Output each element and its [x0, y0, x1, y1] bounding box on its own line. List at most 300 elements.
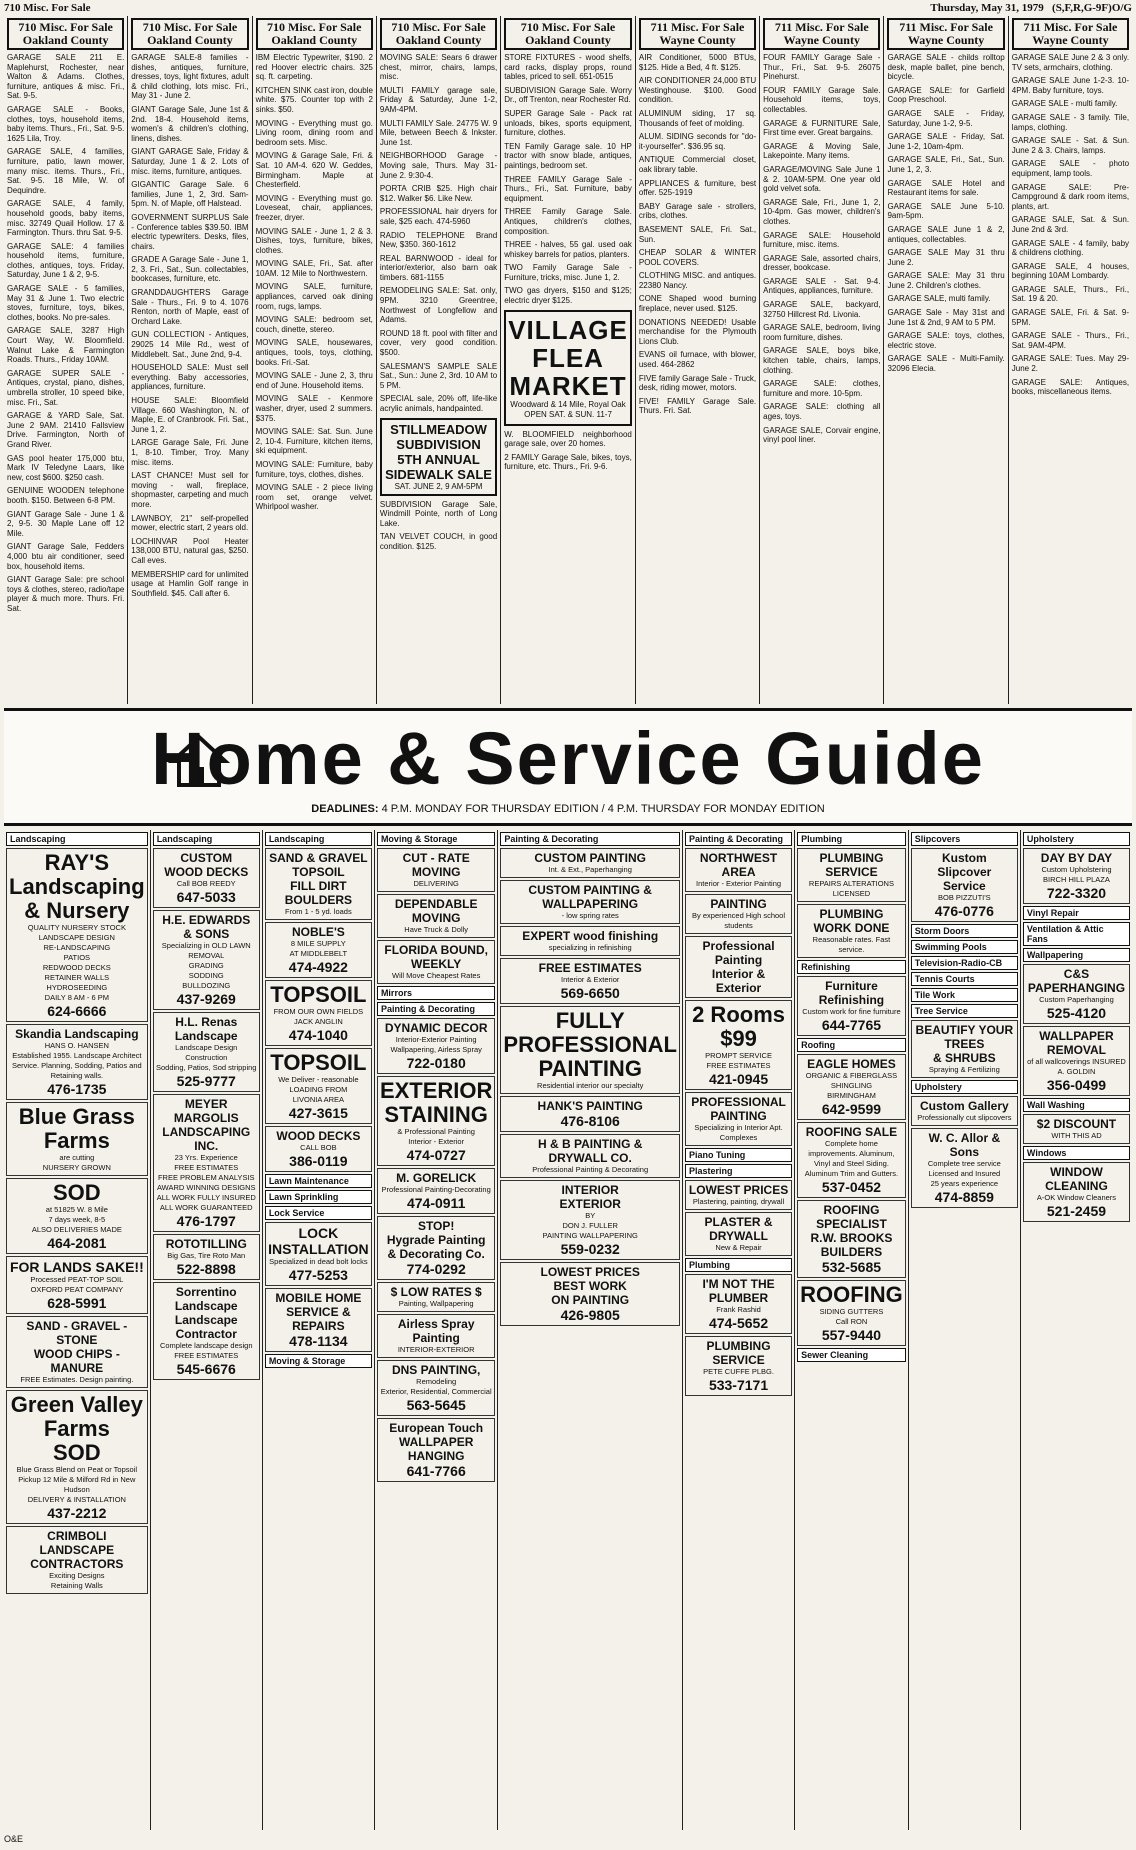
- column-heading: 711 Misc. For Sale Wayne County: [639, 18, 756, 50]
- listing-name: European Touch: [389, 1421, 484, 1435]
- classified-ads-section: [4, 16, 1132, 704]
- business-listing: [6, 1024, 148, 1100]
- listing-name: PLUMBING SERVICE: [706, 1339, 771, 1367]
- listing-detail: Established 1955. Landscape Architect Service. Planning, Sodding, Patios and Retaining walls.: [12, 1051, 142, 1080]
- business-listing: [1023, 1026, 1130, 1096]
- listing-detail: PAINTING WALLPAPERING: [542, 1231, 638, 1240]
- listing-name: EXPERT wood finishing: [522, 929, 659, 943]
- listing-detail: ORGANIC & FIBERGLASS SHINGLING: [805, 1071, 898, 1090]
- business-listing: [377, 1018, 495, 1074]
- classified-ad: GARAGE SALE, boys bike, kitchen table, chairs, lamps, clothing.: [763, 346, 881, 375]
- listing-phone: 476-8106: [560, 1113, 620, 1129]
- listing-detail: Int. & Ext., Paperhanging: [548, 865, 632, 874]
- directory-column: [682, 830, 794, 1830]
- business-listing: [797, 1280, 906, 1346]
- business-listing: [685, 848, 792, 892]
- listing-phone: 476-1735: [47, 1081, 107, 1097]
- listing-phone: 474-1040: [288, 1027, 348, 1043]
- category-heading: Wallpapering: [1023, 948, 1130, 962]
- listing-detail: of all wallcoverings INSURED: [1027, 1057, 1126, 1066]
- classified-column: [252, 16, 376, 704]
- classified-ad: GARAGE SALE Hotel and Restaurant items for sale.: [887, 178, 1005, 198]
- classified-ad: STORE FIXTURES - wood shelfs, card racks, display props, round tables, priced to sell. 651-0515: [504, 53, 632, 82]
- listing-name: FILL DIRT: [290, 879, 347, 893]
- listing-phone: 525-4120: [1046, 1005, 1107, 1021]
- business-listing: [6, 1316, 148, 1388]
- listing-detail: NURSERY GROWN: [42, 1163, 111, 1172]
- listing-name: Custom Gallery: [919, 1099, 1009, 1113]
- category-heading: Slipcovers: [911, 832, 1018, 846]
- classified-ad: TEN Family Garage sale. 10 HP tractor with snow blade, antiques, paintings, bedroom set.: [504, 141, 632, 170]
- category-heading: Storm Doors: [911, 924, 1018, 938]
- listing-name: SAND - GRAVEL - STONE: [26, 1319, 128, 1347]
- classified-ad: GARAGE SALE - Books, clothes, toys, household items, baby items. Thurs., Fri., Sat. 9-5. 1625 Lila, Troy.: [7, 104, 125, 143]
- listing-detail: BY: [585, 1211, 596, 1220]
- listing-name: DNS PAINTING,: [391, 1363, 481, 1377]
- classified-ad: SALESMAN'S SAMPLE SALE Sat., Sun.: June 2, 3rd. 10 AM to 5 PM.: [379, 361, 498, 390]
- business-listing: [377, 1418, 495, 1482]
- category-heading: Wall Washing: [1023, 1098, 1130, 1112]
- category-heading: Lawn Maintenance: [265, 1174, 372, 1188]
- classified-ad: BABY Garage sale - strollers, cribs, clothes.: [638, 201, 757, 221]
- business-listing: [6, 1526, 148, 1594]
- listing-name: & SONS: [183, 927, 230, 941]
- classified-ad: SUPER Garage Sale - Pack rat unloads, bikes, sports equipment, furniture, clothes.: [504, 108, 632, 138]
- listing-name: MEYER: [184, 1097, 228, 1111]
- listing-detail: By experienced High school students: [692, 911, 786, 930]
- classified-ad: GARAGE Sale, Fri., June 1, 2, 10-4pm. Gas mower, children's clothes.: [763, 197, 881, 226]
- listing-name: PROFESSIONAL PAINTING: [691, 1095, 786, 1123]
- classified-ad: GARAGE SALE - Thurs., Fri., Sat. 9AM-4PM.: [1011, 331, 1130, 350]
- listing-phone: 557-9440: [821, 1327, 882, 1343]
- directory-column: [374, 830, 497, 1830]
- classified-ad: GARAGE SALE, 4 family, household goods, baby items, misc. 32749 Quail Hollow. 17 & Farmington. Thurs. thru Sat. 9-5.: [7, 199, 125, 238]
- flea-market-detail: OPEN SAT. & SUN. 11-7: [524, 409, 612, 419]
- directory-column: [1020, 830, 1132, 1830]
- category-heading: Mirrors: [377, 986, 495, 1000]
- listing-name: WALLPAPER HANGING: [398, 1435, 474, 1463]
- business-listing: [377, 1282, 495, 1312]
- business-listing: [500, 1134, 680, 1178]
- listing-detail: Will Move Cheapest Rates: [391, 971, 481, 980]
- listing-detail: Reasonable rates. Fast service.: [812, 935, 891, 954]
- listing-detail: Interior - Exterior: [408, 1137, 465, 1146]
- listing-phone: 477-5253: [288, 1267, 348, 1283]
- business-listing: [153, 1012, 260, 1092]
- classified-ad: MOVING SALE, housewares, antiques, tools, toys, clothing, books. Fri.-Sat.: [255, 338, 373, 367]
- business-listing: [500, 1180, 680, 1260]
- listing-detail: GRADING: [188, 961, 224, 970]
- classified-ad: LAST CHANCE! Must sell for moving - wall, fireplace, shopmaster, carpeting and much more.: [131, 471, 249, 509]
- classified-ad: GARAGE SALE: May 31 thru June 2. Children's clothes.: [887, 271, 1005, 290]
- listing-name: STOP!: [417, 1219, 455, 1233]
- listing-phone: 474-0727: [406, 1147, 466, 1163]
- business-listing: [265, 848, 372, 920]
- classified-ad: MEMBERSHIP card for unlimited usage at Hamlin Golf range in Southfield. $45. Call after 6.: [131, 569, 249, 598]
- classified-ad: MOVING SALE, Fri., Sat. after 10AM. 12 Mile to Northwestern.: [255, 259, 373, 278]
- listing-name: 2 Rooms $99: [692, 1002, 785, 1051]
- column-heading: 710 Misc. For Sale Oakland County: [131, 18, 248, 50]
- column-heading: 711 Misc. For Sale Wayne County: [1012, 18, 1129, 50]
- listing-detail: & Professional Painting: [397, 1127, 475, 1136]
- listing-name: SOD: [53, 1180, 101, 1205]
- section-code: 710 Misc. For Sale: [4, 2, 91, 14]
- classified-ad: GARAGE SALE, Fri., Sat., Sun. June 1, 2, 3.: [887, 155, 1005, 174]
- business-listing: [6, 1102, 148, 1176]
- listing-detail: Specialized in dead bolt locks: [269, 1257, 368, 1266]
- flea-market-title-line: FLEA: [532, 342, 604, 373]
- classified-ad: EVANS oil furnace, with blower, used. 464-2862: [638, 350, 757, 370]
- listing-detail: LANDSCAPE DESIGN: [38, 933, 115, 942]
- listing-detail: BOB PIZZUTI'S: [938, 893, 991, 902]
- business-listing: [911, 848, 1018, 922]
- listing-detail: A-OK Window Cleaners: [1036, 1193, 1117, 1202]
- classified-ad: GARAGE SALE, Thurs., Fri., Sat. 19 & 20.: [1011, 284, 1130, 304]
- listing-detail: Call RON: [835, 1317, 868, 1326]
- listing-name: MARGOLIS: [173, 1111, 239, 1125]
- classified-ad: GRANDDAUGHTERS Garage Sale - Thurs., Fri. 9 to 4. 1076 Renton, north of Maple, east of Orchard Lake.: [131, 288, 249, 326]
- listing-name: & Nursery: [24, 898, 130, 923]
- listing-name: NORTHWEST AREA: [699, 851, 778, 879]
- listing-detail: A. GOLDIN: [1057, 1067, 1096, 1076]
- listing-name: FREE ESTIMATES: [538, 961, 642, 975]
- listing-name: & Decorating Co.: [387, 1247, 485, 1261]
- column-heading: 710 Misc. For Sale Oakland County: [504, 18, 632, 50]
- listing-detail: Have Truck & Dolly: [404, 925, 469, 934]
- listing-phone: 522-8898: [176, 1261, 236, 1277]
- listing-name: TOPSOIL: [270, 982, 367, 1007]
- classified-ad: MOVING SALE - June 2, 3, thru end of June. Household items.: [255, 371, 373, 390]
- classified-ad: GARAGE SALE-8 families - dishes, antiques, furniture, dresses, toys, light fixtures, adult & child clothing, lots misc. Fri., May 31 - June 2.: [131, 53, 249, 101]
- listing-detail: Spraying & Fertilizing: [928, 1065, 1000, 1074]
- listing-detail: 8 MILE SUPPLY: [290, 939, 346, 948]
- classified-ad: ANTIQUE Commercial closet, oak library table.: [638, 155, 757, 174]
- business-listing: [685, 1336, 792, 1396]
- category-heading: Swimming Pools: [911, 940, 1018, 954]
- listing-name: NOBLE'S: [291, 925, 345, 939]
- category-heading: Sewer Cleaning: [797, 1348, 906, 1362]
- business-listing: [1023, 848, 1130, 904]
- classified-ad: FIVE family Garage Sale - Truck, desk, riding mower, motors.: [638, 373, 757, 393]
- listing-detail: Interior & Exterior: [561, 975, 620, 984]
- listing-detail: Complete home improvements. Aluminum, Vinyl and Steel Siding. Aluminum Trim and Gutters.: [804, 1139, 899, 1178]
- business-listing: [265, 1222, 372, 1286]
- listing-name: FOR LANDS SAKE!!: [9, 1259, 144, 1275]
- category-heading: Ventilation & Attic Fans: [1023, 922, 1130, 946]
- listing-name: CUT - RATE MOVING: [402, 851, 470, 879]
- listing-phone: 474-4922: [288, 959, 348, 975]
- listing-name: LOWEST PRICES: [688, 1183, 789, 1197]
- business-listing: [797, 1122, 906, 1198]
- classified-ad: MOVING SALE - Kenmore washer, dryer, used 2 summers. $375.: [255, 394, 373, 423]
- listing-detail: AWARD WINNING DESIGNS: [156, 1183, 256, 1192]
- flea-market-ad: [504, 310, 632, 426]
- classified-ad: FIVE! FAMILY Garage Sale. Thurs. Fri. Sat.: [638, 396, 757, 416]
- classified-ad: GARAGE SALE: 4 families household items, furniture, clothes, antiques, toys. Friday, Saturday, June 1 & 2, 9-5.: [7, 241, 125, 280]
- classified-column: [127, 16, 251, 704]
- classified-ad: GAS pool heater 175,000 btu, Mark IV Teledyne Laars, like new, cost $600. $250 cash.: [7, 453, 125, 482]
- listing-name: Professional Painting: [702, 939, 775, 967]
- listing-name: SERVICE & REPAIRS: [286, 1305, 351, 1333]
- classified-ad: MOVING - Everything must go. Loveseat, chair, appliances, freezer, dryer.: [255, 193, 373, 222]
- business-listing: [6, 1390, 148, 1524]
- business-listing: [797, 1200, 906, 1278]
- classified-ad: GARAGE SALE 211 E. Maplehurst, Rochester, near Walton & Adams. Clothes, furniture, antiques & misc. Fri., Sat. 9-5.: [7, 53, 125, 101]
- classified-ad: GARAGE SALE: Antiques, books, miscellaneous items.: [1011, 377, 1130, 397]
- listing-name: Skandia Landscaping: [15, 1027, 139, 1041]
- listing-name: ON PAINTING: [551, 1293, 630, 1307]
- classified-ad: GARAGE SALE: Pre-Campground & dark room items, plants, art.: [1011, 182, 1130, 211]
- listing-detail: BIRCH HILL PLAZA: [1043, 875, 1110, 884]
- running-header: [4, 2, 1132, 16]
- listing-detail: at 51825 W. 8 Mile: [45, 1205, 108, 1214]
- listing-name: Landscape Contractor: [174, 1313, 238, 1341]
- listing-detail: LIVONIA AREA: [292, 1095, 345, 1104]
- listing-name: Green Valley: [10, 1392, 143, 1417]
- deadlines-line: DEADLINES: 4 P.M. MONDAY FOR THURSDAY EDITION / 4 P.M. THURSDAY FOR MONDAY EDITION: [311, 803, 825, 815]
- flea-market-title-line: VILLAGE: [508, 314, 628, 345]
- listing-name: & SHRUBS: [933, 1051, 996, 1065]
- listing-name: I'M NOT THE PLUMBER: [702, 1277, 775, 1305]
- listing-detail: We Deliver - reasonable: [278, 1075, 359, 1084]
- listing-phone: 624-6666: [47, 1003, 107, 1019]
- stillmeadow-sale-ad: [380, 418, 497, 496]
- column-heading: 710 Misc. For Sale Oakland County: [256, 18, 373, 50]
- listing-name: BEST WORK: [553, 1279, 627, 1293]
- listing-phone: 537-0452: [821, 1179, 882, 1195]
- classified-ad: BASEMENT SALE, Fri. Sat., Sun.: [638, 224, 757, 244]
- listing-phone: 641-7766: [406, 1463, 466, 1479]
- listing-name: DYNAMIC DECOR: [384, 1021, 488, 1035]
- classified-ad: W. BLOOMFIELD neighborhood garage sale, over 20 homes.: [504, 429, 632, 449]
- listing-detail: ALL WORK GUARANTEED: [159, 1203, 253, 1212]
- listing-detail: INTERIOR-EXTERIOR: [397, 1345, 475, 1354]
- business-listing: [265, 1126, 372, 1172]
- listing-detail: HYDROSEEDING: [46, 983, 108, 992]
- listing-name: HANK'S PAINTING: [537, 1099, 643, 1113]
- business-listing: [6, 848, 148, 1022]
- listing-name: CUSTOM: [180, 851, 233, 865]
- listing-detail: AT MIDDLEBELT: [289, 949, 348, 958]
- listing-phone: 628-5991: [47, 1295, 107, 1311]
- classified-ad: CLOTHING MISC. and antiques. 22380 Nancy.: [638, 271, 757, 290]
- classified-ad: GARAGE SALE, 4 families, furniture, patio, lawn mower, many misc. items. Thurs., Fri., Sat. 9-5. 18 Mile, W. of Dequindre.: [7, 147, 125, 195]
- listing-detail: JACK ANGLIN: [293, 1017, 343, 1026]
- business-listing: [153, 1282, 260, 1380]
- listing-name: Landscaping: [9, 874, 145, 899]
- listing-detail: Exterior, Residential, Commercial: [380, 1387, 492, 1396]
- classified-ad: IBM Electric Typewriter, $190. 2 red Hoover electric chairs. 325 sq. ft. carpeting.: [255, 53, 373, 82]
- classified-ad: MOVING - Everything must go. Living room, dining room and bedroom sets. Misc.: [255, 118, 373, 147]
- category-heading: Moving & Storage: [377, 832, 495, 846]
- listing-detail: Professionally cut slipcovers: [917, 1113, 1012, 1122]
- listing-phone: 563-5645: [406, 1397, 466, 1413]
- listing-name: Sorrentino Landscape: [174, 1285, 238, 1313]
- listing-detail: REPAIRS ALTERATIONS: [808, 879, 894, 888]
- classified-column: [635, 16, 759, 704]
- classified-ad: CHEAP SOLAR & WINTER POOL COVERS.: [638, 248, 757, 267]
- listing-name: LOWEST PRICES: [540, 1265, 640, 1279]
- classified-ad: GUN COLLECTION - Antiques, 29025 14 Mile Rd., west of Middlebelt. Sat., June 2nd, 9-4.: [131, 330, 249, 359]
- classified-ad: KITCHEN SINK cast iron, double white. $75. Counter top with 2 sinks. $50.: [255, 85, 373, 114]
- classified-ad: GIANT Garage Sale, June 1st & 2nd. 18-4. Household items, women's & children's clothing, linens, dishes.: [131, 104, 249, 143]
- listing-detail: Sodding, Patios, Sod stripping: [156, 1063, 257, 1072]
- classified-column: [1008, 16, 1132, 704]
- listing-name: STAINING: [384, 1102, 488, 1127]
- listing-name: Furniture Refinishing: [818, 979, 885, 1007]
- listing-name: SAND & GRAVEL: [269, 851, 368, 865]
- classified-ad: GARAGE SALE, backyard, 32750 Hillcrest Rd. Livonia.: [763, 300, 881, 319]
- category-heading: Upholstery: [1023, 832, 1130, 846]
- listing-name: WOOD CHIPS - MANURE: [33, 1347, 120, 1375]
- listing-name: ROOFING SPECIALIST: [816, 1203, 887, 1231]
- listing-name: PAINTING: [710, 897, 767, 911]
- category-heading: Tree Service: [911, 1004, 1018, 1018]
- business-listing: [797, 848, 906, 902]
- listing-phone: 644-7765: [821, 1017, 882, 1033]
- category-heading: Landscaping: [153, 832, 260, 846]
- listing-detail: SIDING GUTTERS: [819, 1307, 884, 1316]
- directory-column: [4, 830, 150, 1830]
- listing-detail: - low spring rates: [561, 911, 619, 920]
- classified-ad: GARAGE SALE - multi family.: [1011, 99, 1118, 109]
- classified-ad: MOVING SALE: Sat. Sun. June 2, 10-4. Furniture, kitchen items, ski equipment.: [255, 427, 373, 456]
- column-heading: 711 Misc. For Sale Wayne County: [887, 18, 1004, 50]
- listing-detail: Custom Upholstering: [1041, 865, 1112, 874]
- category-heading: Piano Tuning: [685, 1148, 792, 1162]
- listing-name: Farms: [43, 1128, 110, 1153]
- directory-column: [150, 830, 262, 1830]
- listing-detail: Residential interior our specialty: [537, 1081, 644, 1090]
- listing-detail: PROMPT SERVICE: [705, 1051, 772, 1060]
- listing-detail: Retaining Walls: [50, 1581, 103, 1590]
- listing-phone: 474-8859: [934, 1189, 994, 1205]
- business-listing: [685, 894, 792, 934]
- business-listing: [911, 1128, 1018, 1208]
- classified-ad: MOVING SALE: bedroom set, couch, dinette, stereo.: [255, 315, 373, 334]
- category-heading: Refinishing: [797, 960, 906, 974]
- business-listing: [685, 1180, 792, 1210]
- classified-ad: GRADE A Garage Sale - June 1, 2, 3. Fri., Sat., Sun. collectables, bookcases, furniture, etc.: [131, 255, 249, 284]
- listing-name: $ LOW RATES $: [390, 1285, 482, 1299]
- classified-ad: GARAGE Sale - May 31st and June 1st & 2nd, 9 AM to 5 PM.: [887, 308, 1005, 327]
- classified-ad: SUBDIVISION Garage Sale, Windmill Pointe, north of Long Lake.: [379, 499, 498, 528]
- listing-name: TOPSOIL: [270, 1050, 367, 1075]
- listing-detail: Interior-Exterior Painting: [395, 1035, 477, 1044]
- listing-detail: Interior - Exterior Painting: [696, 879, 782, 888]
- business-listing: [265, 1288, 372, 1352]
- business-listing: [377, 1168, 495, 1214]
- classified-ad: GARAGE/MOVING Sale June 1 & 2. 10AM-5PM. One year old gold velvet sofa.: [763, 164, 881, 194]
- listing-detail: OXFORD PEAT COMPANY: [30, 1285, 124, 1294]
- classified-ad: TWO gas dryers, $150 and $125; electric dryer $125.: [504, 286, 632, 306]
- listing-detail: specializing in refinishing: [548, 943, 632, 952]
- classified-ad: GARAGE SALE - Sat. 9-4. Antiques, appliances, furniture.: [763, 276, 881, 296]
- classified-ad: GARAGE & Moving Sale, Lakepointe. Many items.: [763, 141, 881, 161]
- guide-title: Home & Service Guide: [151, 717, 985, 800]
- business-listing: [153, 910, 260, 1010]
- listing-name: ROOFING SALE: [805, 1125, 898, 1139]
- column-heading: 711 Misc. For Sale Wayne County: [763, 18, 880, 50]
- listing-detail: Plastering, painting, drywall: [692, 1197, 785, 1206]
- classified-ad: GARAGE SALE, Sat. & Sun. June 2nd & 3rd.: [1011, 215, 1130, 234]
- listing-name: PLUMBING SERVICE: [819, 851, 884, 879]
- business-listing: [153, 1234, 260, 1280]
- classified-ad: MOVING SALE, furniture, appliances, carved oak dining room, rugs, lamps.: [255, 282, 373, 311]
- listing-name: DEPENDABLE MOVING: [394, 897, 478, 925]
- listing-detail: Specializing in OLD LAWN REMOVAL: [161, 941, 251, 960]
- listing-phone: 476-1797: [176, 1213, 236, 1229]
- business-listing: [500, 1096, 680, 1132]
- listing-name: WALLPAPER: [1039, 1029, 1114, 1043]
- listing-name: LANDSCAPE: [39, 1543, 115, 1557]
- business-listing: [500, 958, 680, 1004]
- listing-detail: CALL BOB: [300, 1143, 337, 1152]
- category-heading: Tile Work: [911, 988, 1018, 1002]
- classified-ad: ROUND 18 ft. pool with filter and cover, very good condition. $500.: [379, 328, 498, 358]
- stillmeadow-date: SAT. JUNE 2, 9 AM-5PM: [394, 481, 483, 491]
- classified-ad: APPLIANCES & furniture, best offer. 525-1919: [638, 178, 757, 198]
- classified-ad: GARAGE SALE - 5 families, May 31 & June 1. Two electric stoves, furniture, toys, bikes, clothes, books. No pre-sales.: [7, 284, 125, 322]
- listing-name: SOD: [53, 1440, 101, 1465]
- listing-phone: 474-5652: [708, 1315, 769, 1331]
- classified-ad: ALUMINUM siding, 17 sq. Thousands of feet of molding.: [638, 108, 757, 128]
- listing-detail: REDWOOD DECKS: [42, 963, 111, 972]
- listing-detail: ALSO DELIVERIES MADE: [31, 1225, 122, 1234]
- category-heading: Painting & Decorating: [377, 1002, 495, 1016]
- listing-detail: Professional Painting & Decorating: [532, 1165, 649, 1174]
- classified-ad: GARAGE SALE: Tues. May 29-June 2.: [1011, 354, 1130, 374]
- business-listing: [265, 1048, 372, 1124]
- classified-ad: GARAGE SALE, 3287 High Court Way, W. Bloomfield. Walnut Lake & Farmington Roads. Thurs., Friday 10AM.: [7, 326, 125, 365]
- listing-name: M. GORELICK: [396, 1171, 477, 1185]
- classified-ad: GARAGE SALE - Multi-Family. 32096 Elecia.: [887, 354, 1005, 374]
- listing-phone: 559-0232: [560, 1241, 620, 1257]
- listing-name: ROTOTILLING: [165, 1237, 247, 1251]
- listing-name: LOCK INSTALLATION: [268, 1225, 369, 1257]
- listing-detail: FREE ESTIMATES: [174, 1351, 239, 1360]
- business-listing: [377, 1216, 495, 1280]
- classified-ad: PROFESSIONAL hair dryers for sale, $25 each. 474-5960: [379, 207, 498, 226]
- listing-name: CUSTOM PAINTING: [534, 851, 646, 865]
- listing-detail: PETE CUFFE PLBG.: [703, 1367, 774, 1376]
- listing-phone: 521-2459: [1046, 1203, 1107, 1219]
- business-listing: [500, 848, 680, 878]
- listing-name: PLUMBING WORK DONE: [813, 907, 890, 935]
- classified-ad: LOCHINVAR Pool Heater 138,000 BTU, natural gas, $250. Call eves.: [131, 536, 249, 565]
- business-listing: [500, 880, 680, 924]
- listing-phone: 722-0180: [406, 1055, 466, 1071]
- classified-ad: GARAGE SALE, Corvair engine, vinyl pool liner.: [763, 425, 881, 445]
- listing-name: H.E. EDWARDS: [162, 913, 251, 927]
- classified-ad: GARAGE SALE, multi family.: [887, 294, 991, 304]
- listing-name: R.W. BROOKS: [810, 1231, 893, 1245]
- stillmeadow-line: STILLMEADOW: [390, 421, 487, 437]
- classified-ad: GARAGE SALE - childs rolltop desk, maple ballet, pine bench, bicycle.: [887, 53, 1005, 82]
- listing-name: Service: [942, 879, 986, 893]
- listing-phone: 532-5685: [821, 1259, 882, 1275]
- classified-ad: 2 FAMILY Garage Sale, bikes, toys, furniture, etc. Thurs., Fri. 9-6.: [504, 452, 632, 472]
- business-listing: [685, 1274, 792, 1334]
- listing-name: Hygrade Painting: [386, 1233, 486, 1247]
- listing-phone: 421-0945: [708, 1071, 769, 1087]
- classified-ad: MOVING SALE: Furniture, baby furniture, toys, clothes, dishes.: [255, 459, 373, 479]
- listing-detail: Processed PEAT-TOP SOIL: [30, 1275, 124, 1284]
- listing-name: EXTERIOR: [559, 1197, 621, 1211]
- classified-ad: GARAGE SALE: clothes, furniture and more. 10-5pm.: [763, 379, 881, 398]
- classified-ad: GIGANTIC Garage Sale. 6 families, June 1, 2, 3rd. Sam-5pm. N. of Maple, off Halstead.: [131, 180, 249, 209]
- listing-name: MOBILE HOME: [275, 1291, 362, 1305]
